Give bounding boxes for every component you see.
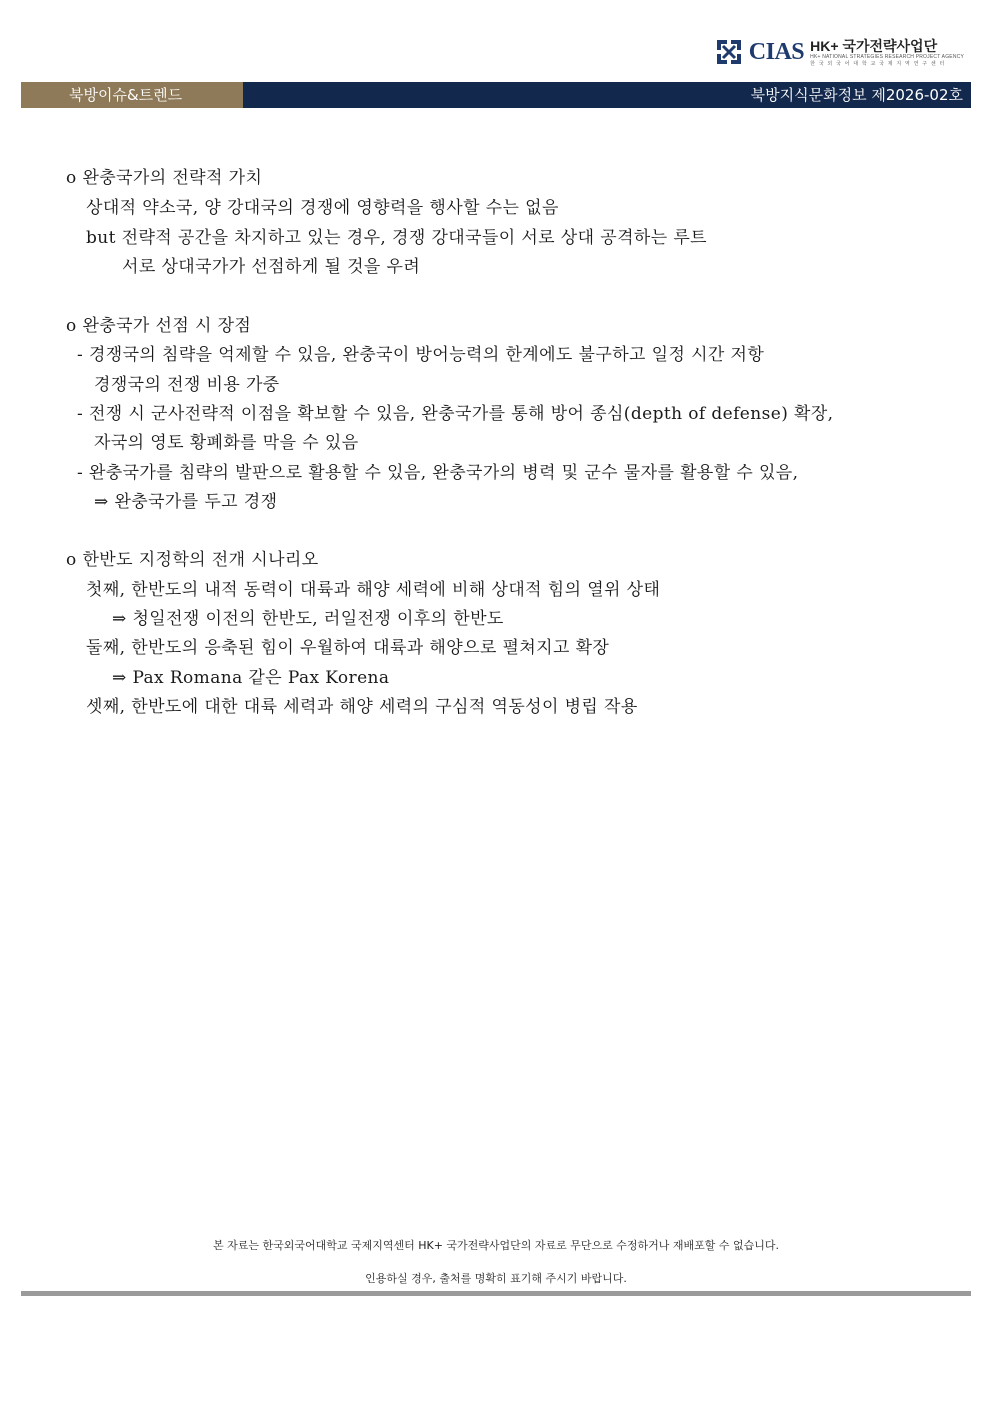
body-line: 둘째, 한반도의 응축된 힘이 우월하여 대륙과 해양으로 펼쳐지고 확장	[86, 638, 610, 658]
org-name: HK+ 국가전략사업단	[810, 37, 938, 54]
body-line: - 전쟁 시 군사전략적 이점을 확보할 수 있음, 완충국가를 통해 방어 종심(depth of defense) 확장,	[77, 404, 834, 424]
section-label: 북방이슈&트렌드	[21, 82, 243, 108]
org-subtitle-kr: 한 국 외 국 어 대 학 교 국 제 지 역 연 구 센 터	[810, 60, 946, 67]
cias-logo	[713, 36, 964, 68]
issue-label: 북방지식문화정보 제2026-02호	[243, 82, 971, 108]
section-3-title: o 한반도 지정학의 전개 시나리오	[66, 550, 319, 570]
body-line: 상대적 약소국, 양 강대국의 경쟁에 영향력을 행사할 수는 없음	[86, 198, 559, 218]
body-line: ⇒ Pax Romana 같은 Pax Korena	[112, 668, 390, 688]
body-line: 서로 상대국가가 선점하게 될 것을 우려	[122, 257, 421, 277]
body-line: - 완충국가를 침략의 발판으로 활용할 수 있음, 완충국가의 병력 및 군수 물자를 활용할 수 있음,	[77, 463, 799, 483]
body-line: 첫째, 한반도의 내적 동력이 대륙과 해양 세력에 비해 상대적 힘의 열위 상태	[86, 580, 661, 600]
footer-notice-line-1: 본 자료는 한국외국어대학교 국제지역센터 HK+ 국가전략사업단의 자료로 무단으로 수정하거나 재배포할 수 없습니다.	[212, 1239, 780, 1252]
body-line: ⇒ 완충국가를 두고 경쟁	[94, 492, 278, 512]
body-line: but 전략적 공간을 차지하고 있는 경우, 경쟁 강대국들이 서로 상대 공격하는 루트	[86, 228, 707, 248]
body-line: 셋째, 한반도에 대한 대륙 세력과 해양 세력의 구심적 역동성이 병립 작용	[86, 697, 638, 717]
footer-divider	[21, 1291, 971, 1296]
cias-emblem-icon	[713, 36, 745, 68]
body-line: - 경쟁국의 침략을 억제할 수 있음, 완충국이 방어능력의 한계에도 불구하고 일정 시간 저항	[77, 345, 765, 365]
org-subtitle-en: HK+ NATIONAL STRATEGIES RESEARCH PROJECT AGENCY	[810, 53, 964, 60]
section-2-title: o 완충국가 선점 시 장점	[66, 316, 252, 336]
body-line: ⇒ 청일전쟁 이전의 한반도, 러일전쟁 이후의 한반도	[112, 609, 504, 629]
section-1-title: o 완충국가의 전략적 가치	[66, 168, 263, 188]
footer-notice-line-2: 인용하실 경우, 출처를 명확히 표기해 주시기 바랍니다.	[365, 1272, 627, 1285]
logo-text: CIAS	[748, 38, 805, 65]
header-bar	[21, 82, 971, 108]
body-line: 경쟁국의 전쟁 비용 가중	[94, 375, 280, 395]
body-line: 자국의 영토 황폐화를 막을 수 있음	[94, 433, 359, 453]
